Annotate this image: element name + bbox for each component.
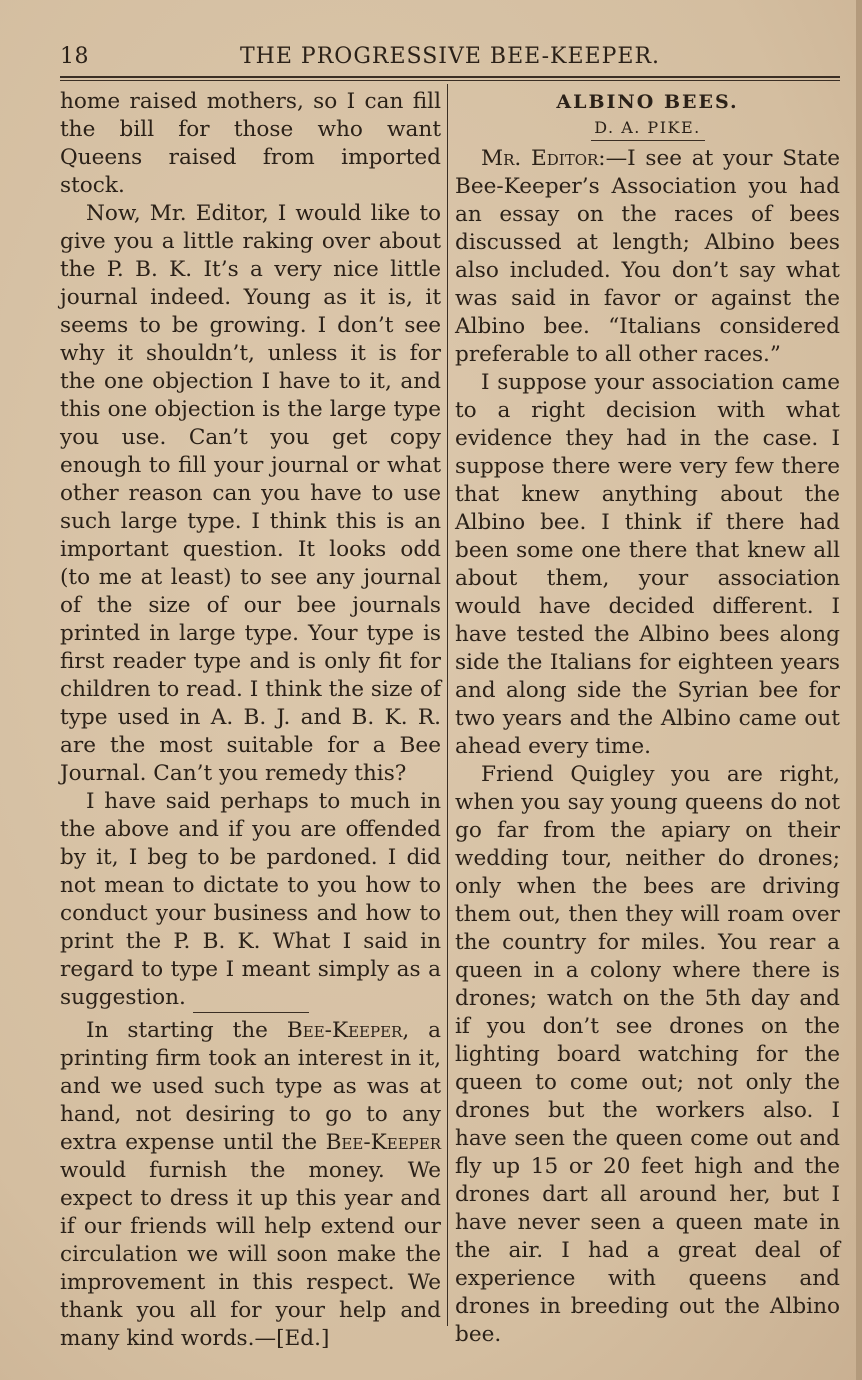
page-header [60,44,840,74]
editor-note-part-3: would furnish the money. We expect to dress it up this year and if our friends will help extend our circulation we will soon make the improvement in this respect. We thank you all for your help and many kind words.—[Ed.] [60,1158,441,1351]
letter-paragraph-2: Now, Mr. Editor, I would like to give you a little raking over about the P. B. K. It’s a very nice little journal indeed. Young as it is, it seems to be growing. I don’t see why it shouldn’t, unless it is for the one objection I have to it, and this one objection is the large type you use. Can’t you get copy enough to fill your journal or what other reason can you have to use such large type. I think this is an important question. It looks odd (to me at least) to see any journal of the size of our bee journals printed in large type. Your type is first reader type and is only fit for children to read. I think the size of type used in A. B. J. and B. K. R. are the most suitable for a Bee Journal. Can’t you remedy this? [60,201,441,786]
editor-note-part-1: In starting the [86,1018,287,1043]
header-rule [60,76,840,78]
article-paragraph-1 [455,145,840,369]
letter-paragraph-1: home raised mothers, so I can fill the bill for those who want Queens raised from imported stock. [60,89,441,198]
left-column [60,88,441,1353]
header-rule-thin [60,80,840,81]
page-edge-shadow [856,0,862,1380]
article-paragraph-3: Friend Quigley you are right, when you say young queens do not go far from the apiary on their wedding tour, neither do drones; only when the bees are driving them out, then they will roam over the country for miles. You rear a queen in a colony where there is drones; watch on the 5th day and if you don’t see drones on the lighting board watching for the queen to come out; not only the drones but the workers also. I have seen the queen come out and fly up 15 or 20 feet high and the drones dart all around her, but I have never seen a queen mate in the air. I had a great deal of experience with queens and drones in breeding out the Albino bee. [455,762,840,1347]
column-divider [447,84,448,1326]
right-column [455,88,840,1349]
page-number: 18 [60,44,89,69]
editor-note-part-2: , a printing firm took an interest in it, and we used such type as was at hand, not desiring to go to any extra expense until the [60,1018,441,1155]
letter-paragraph-3: I have said perhaps to much in the above and if you are offended by it, I beg to be pardoned. I did not mean to dictate to you how to conduct your business and how to print the P. B. K. What I said in regard to type I meant simply as a suggestion. [60,789,441,1010]
author-rule [591,140,705,141]
article-author: D. A. PIKE. [594,118,701,137]
article-title: ALBINO BEES. [556,91,739,113]
article-paragraph-2: I suppose your association came to a right decision with what evidence they had in the case. I suppose there were very few there that knew anything about the Albino bee. I think if there had been some one there that knew all about them, your association would have decided different. I have tested the Albino bees along side the Italians for eighteen years and along side the Syrian bee for two years and the Albino came out ahead every time. [455,370,840,759]
article-paragraph-1-text: —I see at your State Bee-Keeper’s Association you had an essay on the races of bees discussed at length; Albino bees also included. You don’t say what was said in favor or against the Albino bee. “Italians considered preferable to all other races.” [455,146,840,367]
journal-title: THE PROGRESSIVE BEE-KEEPER. [240,44,661,69]
salutation: Mr. Editor: [481,146,606,171]
journal-name-1: Bee-Keeper [286,1018,403,1043]
journal-name-2: Bee-Keeper [325,1130,441,1155]
section-separator [193,1012,309,1013]
editor-note [60,1017,441,1353]
